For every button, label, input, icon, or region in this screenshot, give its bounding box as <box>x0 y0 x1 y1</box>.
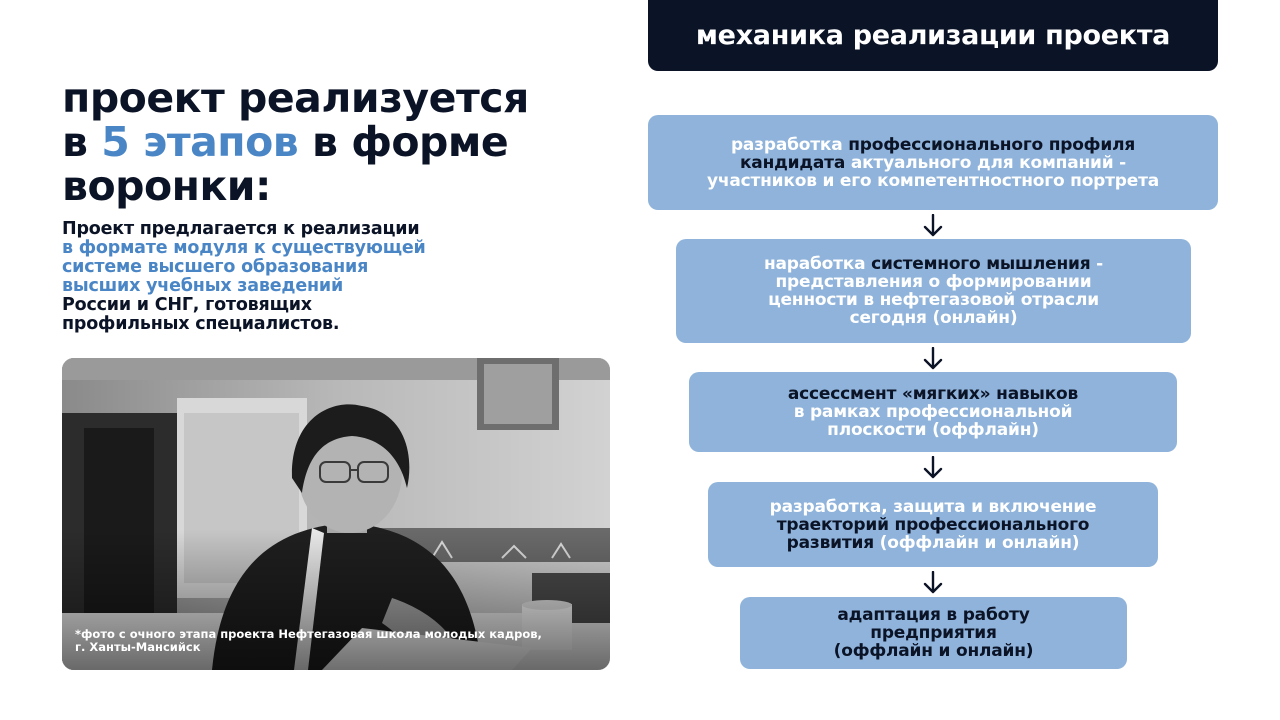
arrow-down-icon <box>922 347 944 371</box>
event-photo <box>62 358 610 670</box>
arrow-down-icon <box>922 214 944 238</box>
funnel-step-1: разработка профессионального профиля кандидата актуального для компаний - участников и его компетентностного портрета <box>648 115 1218 210</box>
photo-caption-line: г. Ханты-Мансийск <box>75 640 201 654</box>
intro-line: системе высшего образования <box>62 257 369 277</box>
intro-line: в формате модуля к существующей <box>62 238 426 258</box>
headline-line-3: воронки: <box>62 162 271 210</box>
funnel-step-4: разработка, защита и включение траекторий профессионального развития (оффлайн и онлайн) <box>708 482 1158 567</box>
headline-highlight: 5 этапов <box>101 118 299 166</box>
arrow-down-icon <box>922 571 944 595</box>
headline-line-2: в 5 этапов в форме <box>62 118 509 166</box>
intro-line: профильных специалистов. <box>62 314 340 334</box>
photo-caption <box>75 628 595 654</box>
intro-line: высших учебных заведений <box>62 276 344 296</box>
photo-illustration <box>62 358 610 670</box>
headline-line-1: проект реализуется <box>62 74 529 122</box>
headline <box>62 76 652 208</box>
funnel-step-2: наработка системного мышления - представления о формировании ценности в нефтегазовой отрасли сегодня (онлайн) <box>676 239 1191 343</box>
intro-line: России и СНГ, готовящих <box>62 295 312 315</box>
intro-line: Проект предлагается к реализации <box>62 219 420 239</box>
funnel-step-5: адаптация в работу предприятия (оффлайн и онлайн) <box>740 597 1127 669</box>
intro-paragraph <box>62 220 482 334</box>
arrow-down-icon <box>922 456 944 480</box>
photo-caption-line: *фото с очного этапа проекта Нефтегазовая школа молодых кадров, <box>75 627 542 641</box>
funnel-step-3: ассессмент «мягких» навыков в рамках профессиональной плоскости (оффлайн) <box>689 372 1177 452</box>
banner-title: механика реализации проекта <box>695 20 1171 51</box>
section-banner <box>648 0 1218 71</box>
